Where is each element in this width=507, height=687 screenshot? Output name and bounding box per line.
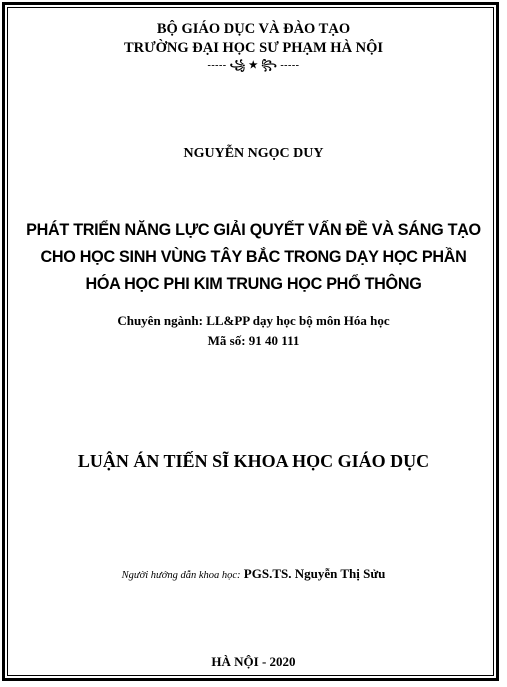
degree-title: LUẬN ÁN TIẾN SĨ KHOA HỌC GIÁO DỤC — [77, 451, 430, 471]
supervisor — [0, 567, 507, 582]
place-and-year: HÀ NỘI - 2020 — [211, 654, 296, 669]
thesis-title-line-3: HÓA HỌC PHI KIM TRUNG HỌC PHỔ THÔNG — [85, 275, 422, 293]
ornament-divider: ----- ꧁ ★ ꧂ ----- — [207, 60, 300, 71]
university-name: TRƯỜNG ĐẠI HỌC SƯ PHẠM HÀ NỘI — [123, 40, 384, 56]
thesis-title-line-1: PHÁT TRIỂN NĂNG LỰC GIẢI QUYẾT VẤN ĐỀ VÀ SÁNG TẠO — [26, 221, 481, 239]
thesis-title-line-2: CHO HỌC SINH VÙNG TÂY BẮC TRONG DẠY HỌC PHẦN — [40, 248, 467, 266]
supervisor-name: PGS.TS. Nguyễn Thị Sửu — [243, 566, 386, 581]
major-code: Mã số: 91 40 111 — [207, 333, 300, 348]
major-field: Chuyên ngành: LL&PP dạy học bộ môn Hóa học — [117, 313, 390, 328]
ministry-name: BỘ GIÁO DỤC VÀ ĐÀO TẠO — [156, 21, 351, 37]
supervisor-label: Người hướng dẫn khoa học: — [121, 570, 241, 581]
author-name: NGUYỄN NGỌC DUY — [183, 146, 324, 161]
